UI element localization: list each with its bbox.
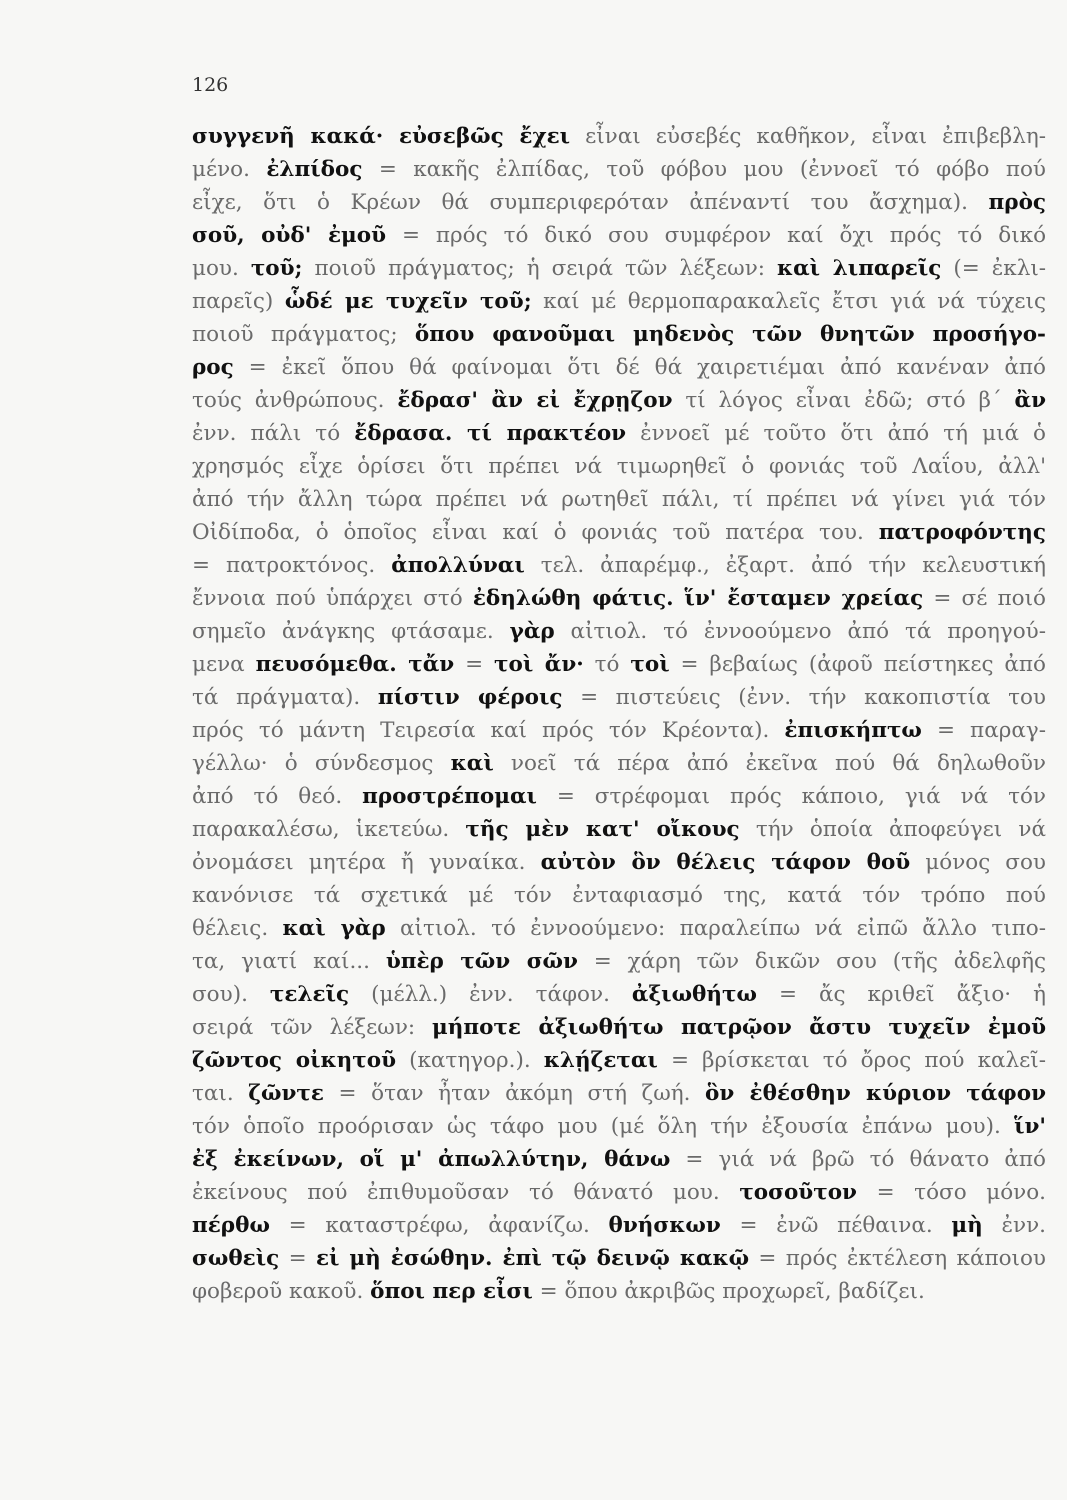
text-line [192,549,1046,582]
lemma-term: ἂν [1014,388,1047,413]
gloss-text: πρός τό μάντη Τειρεσία καί πρός τόν Κρέοντα). [192,718,785,743]
lemma-term: ὅποι περ εἶσι [370,1279,533,1304]
gloss-text: = [454,652,495,677]
lemma-term: τελεῖς [269,982,350,1007]
gloss-text: = χάρη τῶν δικῶν σου (τῆς ἀδελφῆς [577,949,1046,974]
gloss-text: ἐκείνους πού ἐπιθυμοῦσαν τό θάνατό μου. [192,1180,740,1205]
text-line [192,813,1046,846]
gloss-text: τόν ὁποῖο προόρισαν ὡς τάφο μου (μέ ὅλη τήν ἐξουσία ἐπάνω μου). [192,1114,1015,1139]
text-line [192,219,1046,252]
lemma-term: ὧδέ με τυχεῖν τοῦ; [284,289,532,314]
gloss-text: = ὅπου ἀκριβῶς προχωρεῖ, βαδίζει. [532,1279,925,1304]
commentary-text [192,120,1046,1308]
lemma-term: πέρθω [192,1213,270,1238]
text-line [192,978,1046,1011]
lemma-term: καὶ [450,751,494,776]
lemma-term: κλῄζεται [543,1048,658,1073]
text-line [192,1275,1046,1308]
lemma-term: γὰρ [509,619,555,644]
gloss-text: μου. [192,256,251,281]
gloss-text: ποιοῦ πράγματος; ἡ σειρά τῶν λέξεων: [302,256,778,281]
gloss-text: χρησμός εἶχε ὁρίσει ὅτι πρέπει νά τιμωρηθεῖ ὁ φονιάς τοῦ Λαΐου, ἀλλ' [192,454,1046,479]
gloss-text: τό [583,652,631,677]
text-line [192,252,1046,285]
lemma-term: προστρέπομαι [362,784,537,809]
text-line [192,714,1046,747]
gloss-text: = σέ ποιό [923,586,1046,611]
gloss-text: τελ. ἀπαρέμφ., ἐξαρτ. ἀπό τήν κελευστική [524,553,1046,578]
text-line [192,912,1046,945]
gloss-text: εἶναι εὐσεβές καθῆκον, εἶναι ἐπιβεβλη- [570,124,1046,149]
lemma-term: τοῦ; [250,256,303,281]
lemma-term: αὐτὸν ὃν θέλεις τάφον θοῦ [540,850,911,875]
text-line [192,450,1046,483]
lemma-term: πίστιν φέροις [377,685,563,710]
lemma-term: ὅπου φανοῦμαι μηδενὸς τῶν θνητῶν προσήγο- [414,322,1046,347]
gloss-text: ἐνν. πάλι τό [192,421,355,446]
text-line [192,351,1046,384]
gloss-text: καί μέ θερμοπαρακαλεῖς ἔτσι γιά νά τύχεις [531,289,1046,314]
lemma-term: πρὸς [988,190,1046,215]
text-line [192,285,1046,318]
lemma-term: ἵν' [1014,1114,1046,1139]
gloss-text: = παραγ- [921,718,1046,743]
gloss-text: παρεῖς) [192,289,285,314]
gloss-text: = καταστρέφω, ἀφανίζω. [269,1213,609,1238]
text-line [192,747,1046,780]
lemma-term: ἀξιωθήτω [631,982,757,1007]
gloss-text: σου). [192,982,270,1007]
lemma-term: σωθεὶς [192,1246,280,1271]
gloss-text: = βεβαίως (ἀφοῦ πείστηκες ἀπό [669,652,1046,677]
lemma-term: ζῶντε [248,1081,324,1106]
lemma-term: ἔδρασ' ἂν εἰ ἔχρῃζον [397,388,673,413]
lemma-term: ἐλπίδος [266,157,363,182]
gloss-text: ποιοῦ πράγματος; [192,322,415,347]
text-line [192,153,1046,186]
gloss-text: = βρίσκεται τό ὄρος πού καλεῖ- [657,1048,1046,1073]
gloss-text: κανόνισε τά σχετικά μέ τόν ἐνταφιασμό της, κατά τόν τρόπο πού [192,883,1046,908]
gloss-text: = κακῆς ἐλπίδας, τοῦ φόβου μου (ἐννοεῖ τό φόβο πού [362,157,1046,182]
gloss-text: ἀπό τήν ἄλλη τώρα πρέπει νά ρωτηθεῖ πάλι, τί πρέπει νά γίνει γιά τόν [192,487,1046,512]
text-line [192,1044,1046,1077]
text-line [192,879,1046,912]
text-line [192,384,1046,417]
lemma-term: μήποτε ἀξιωθήτω πατρῷον ἄστυ τυχεῖν ἐμοῦ [432,1015,1046,1040]
gloss-text: μένο. [192,157,267,182]
text-line [192,516,1046,549]
gloss-text: αἰτιολ. τό ἐννοούμενο ἀπό τά προηγού- [554,619,1046,644]
text-line [192,1110,1046,1143]
lemma-term: πευσόμεθα. τἄν [255,652,455,677]
text-line [192,1209,1046,1242]
gloss-text: = στρέφομαι πρός κάποιο, γιά νά τόν [536,784,1047,809]
gloss-text: μόνος σου [910,850,1046,875]
gloss-text: τά πράγματα). [192,685,378,710]
gloss-text: ἔννοια πού ὑπάρχει στό [192,586,473,611]
gloss-text: εἶχε, ὅτι ὁ Κρέων θά συμπεριφερόταν ἀπέναντί του ἄσχημα). [192,190,989,215]
text-line [192,945,1046,978]
lemma-term: ἔδρασα. τί πρακτέον [354,421,627,446]
lemma-term: ἐξ ἐκείνων, οἵ μ' ἀπωλλύτην, θάνω [192,1147,671,1172]
gloss-text: = πρός τό δικό σου συμφέρον καί ὄχι πρός τό δικό [386,223,1047,248]
gloss-text: ἐννοεῖ μέ τοῦτο ὅτι ἀπό τή μιά ὁ [626,421,1047,446]
lemma-term: καὶ γὰρ [282,916,386,941]
gloss-text: γέλλω· ὁ σύνδεσμος [192,751,451,776]
lemma-term: ἀπολλύναι [391,553,525,578]
lemma-term: ἐπισκήπτω [784,718,922,743]
gloss-text: τα, γιατί καί... [192,949,386,974]
text-line [192,1176,1046,1209]
gloss-text: = [279,1246,316,1271]
text-line [192,582,1046,615]
gloss-text: (κατηγορ.). [395,1048,544,1073]
lemma-term: τῆς μὲν κατ' οἴκους [465,817,740,842]
lemma-term: ὃν ἐθέσθην κύριον τάφον [705,1081,1046,1106]
gloss-text: = ἄς κριθεῖ ἄξιο· ἡ [756,982,1047,1007]
gloss-text: μενα [192,652,256,677]
gloss-text: θέλεις. [192,916,283,941]
text-line [192,681,1046,714]
gloss-text: = πατροκτόνος. [192,553,392,578]
gloss-text: σειρά τῶν λέξεων: [192,1015,432,1040]
lemma-term: θνήσκων [608,1213,721,1238]
gloss-text: = πιστεύεις (ἐνν. τήν κακοπιστία του [562,685,1047,710]
gloss-text: = ἐκεῖ ὅπου θά φαίνομαι ὅτι δέ θά χαιρετιέμαι ἀπό κανέναν ἀπό [233,355,1046,380]
gloss-text: ἀπό τό θεό. [192,784,363,809]
page-number: 126 [192,74,229,96]
gloss-text: = ὅταν ἦταν ἀκόμη στή ζωή. [323,1081,706,1106]
text-line [192,1143,1046,1176]
gloss-text: αἰτιολ. τό ἐννοούμενο: παραλείπω νά εἰπῶ ἄλλο τιπο- [385,916,1046,941]
text-line [192,780,1046,813]
gloss-text: Οἰδίποδα, ὁ ὁποῖος εἶναι καί ὁ φονιάς τοῦ πατέρα του. [192,520,879,545]
lemma-term: πατροφόντης [878,520,1046,545]
gloss-text: σημεῖο ἀνάγκης φτάσαμε. [192,619,510,644]
gloss-text: = τόσο μόνο. [856,1180,1046,1205]
text-line [192,120,1046,153]
gloss-text: παρακαλέσω, ἱκετεύω. [192,817,466,842]
gloss-text: νοεῖ τά πέρα ἀπό ἐκεῖνα πού θά δηλωθοῦν [493,751,1046,776]
text-line [192,648,1046,681]
text-line [192,1077,1046,1110]
gloss-text: ἐνν. [982,1213,1046,1238]
text-line [192,483,1046,516]
lemma-term: εἰ μὴ ἐσώθην. ἐπὶ τῷ δεινῷ κακῷ [315,1246,750,1271]
lemma-term: τοσοῦτον [739,1180,857,1205]
lemma-term: τοὶ ἄν· [494,652,584,677]
gloss-text: τήν ὁποία ἀποφεύγει νά [739,817,1046,842]
lemma-term: ρος [192,355,234,380]
lemma-term: ζῶντος οἰκητοῦ [192,1048,396,1073]
gloss-text: = πρός ἐκτέλεση κάποιου [749,1246,1047,1271]
lemma-term: καὶ λιπαρεῖς [777,256,942,281]
text-line [192,186,1046,219]
text-line [192,846,1046,879]
gloss-text: = ἐνῶ πέθαινα. [720,1213,952,1238]
lemma-term: σοῦ, οὐδ' ἐμοῦ [192,223,387,248]
lemma-term: ἐδηλώθη φάτις. ἵν' ἔσταμεν χρείας [472,586,924,611]
lemma-term: μὴ [951,1213,983,1238]
text-line [192,1011,1046,1044]
text-line [192,1242,1046,1275]
gloss-text: τούς ἀνθρώπους. [192,388,398,413]
text-line [192,417,1046,450]
lemma-term: συγγενῆ κακά· εὐσεβῶς ἔχει [192,124,571,149]
lemma-term: τοὶ [630,652,670,677]
gloss-text: (μέλλ.) ἐνν. τάφον. [349,982,632,1007]
gloss-text: ται. [192,1081,249,1106]
gloss-text: (= ἐκλι- [941,256,1047,281]
text-line [192,318,1046,351]
gloss-text: = γιά νά βρῶ τό θάνατο ἀπό [670,1147,1046,1172]
lemma-term: ὑπὲρ τῶν σῶν [385,949,578,974]
gloss-text: φοβεροῦ κακοῦ. [192,1279,371,1304]
text-line [192,615,1046,648]
gloss-text: ὀνομάσει μητέρα ἤ γυναίκα. [192,850,541,875]
gloss-text: τί λόγος εἶναι ἐδῶ; στό β΄ [672,388,1015,413]
